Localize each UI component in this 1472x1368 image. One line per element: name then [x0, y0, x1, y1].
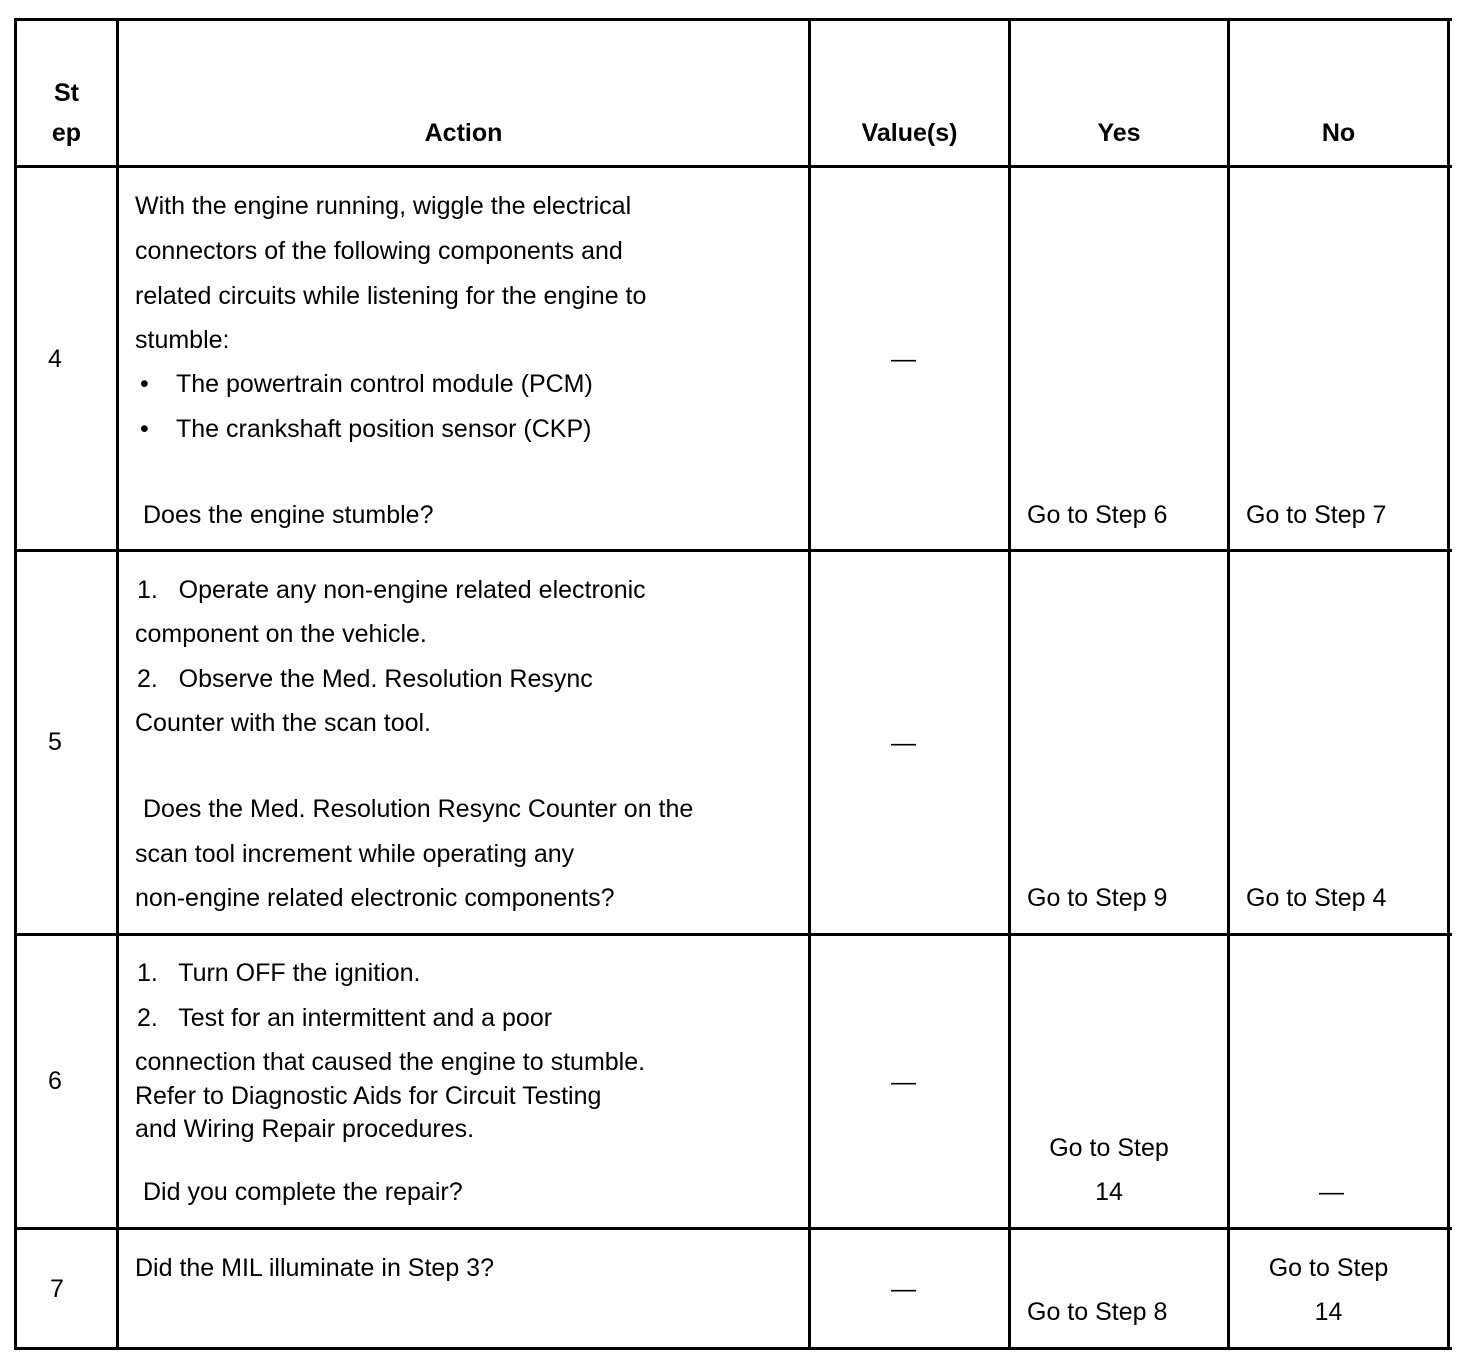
action-line: With the engine running, wiggle the electrical: [135, 192, 632, 220]
no-cell-line2: 14: [1314, 1298, 1343, 1326]
action-line: 1. Operate any non-engine related electronic: [137, 576, 646, 604]
step-number: 4: [48, 345, 62, 373]
action-line: Refer to Diagnostic Aids for Circuit Testing: [135, 1082, 602, 1110]
no-cell: Go to Step 4: [1246, 884, 1387, 912]
no-cell: Go to Step 7: [1246, 501, 1387, 529]
step-number: 5: [48, 728, 62, 756]
row-divider-5: [14, 933, 1452, 936]
step-number: 6: [48, 1067, 62, 1095]
step-number: 7: [50, 1275, 64, 1303]
header-divider: [14, 165, 1452, 168]
question-text: Does the engine stumble?: [143, 501, 434, 529]
table-border-right: [1447, 18, 1450, 1350]
row-divider-6: [14, 1227, 1452, 1230]
yes-cell: Go to Step 6: [1027, 501, 1168, 529]
value-cell: —: [891, 729, 916, 757]
action-line: connectors of the following components and: [135, 237, 623, 265]
header-step-line1: St: [54, 79, 79, 107]
question-text: Did the MIL illuminate in Step 3?: [135, 1254, 494, 1282]
table-border-top: [14, 18, 1452, 21]
action-line: and Wiring Repair procedures.: [135, 1115, 475, 1143]
table-border-left: [14, 18, 17, 1350]
header-values: Value(s): [861, 119, 958, 147]
bullet-icon: •: [140, 370, 149, 398]
yes-cell-line2: 14: [1095, 1178, 1123, 1206]
no-cell: —: [1319, 1178, 1344, 1206]
yes-cell: Go to Step 9: [1027, 884, 1168, 912]
header-no: No: [1321, 119, 1356, 147]
action-line: stumble:: [135, 326, 230, 354]
value-cell: —: [891, 1275, 916, 1303]
header-yes: Yes: [1097, 119, 1141, 147]
action-line: component on the vehicle.: [135, 620, 427, 648]
action-line: 1. Turn OFF the ignition.: [137, 959, 421, 987]
action-line: Counter with the scan tool.: [135, 709, 431, 737]
bullet-item: The powertrain control module (PCM): [176, 370, 593, 398]
question-text: Did you complete the repair?: [143, 1178, 463, 1206]
question-line: non-engine related electronic components?: [135, 884, 615, 912]
yes-cell: Go to Step 8: [1027, 1298, 1168, 1326]
value-cell: —: [891, 345, 916, 373]
value-cell: —: [891, 1068, 916, 1096]
action-line: 2. Test for an intermittent and a poor: [137, 1004, 553, 1032]
question-line: Does the Med. Resolution Resync Counter on the: [143, 795, 694, 823]
question-line: scan tool increment while operating any: [135, 840, 575, 868]
no-cell-line1: Go to Step: [1268, 1254, 1389, 1282]
action-line: connection that caused the engine to stumble.: [135, 1048, 646, 1076]
header-step-line2: ep: [51, 119, 82, 147]
yes-cell-line1: Go to Step: [1049, 1134, 1169, 1162]
action-line: 2. Observe the Med. Resolution Resync: [137, 665, 593, 693]
bullet-icon: •: [140, 415, 149, 443]
column-divider-action: [808, 18, 811, 1350]
action-line: related circuits while listening for the engine to: [135, 282, 647, 310]
header-action: Action: [424, 119, 503, 147]
column-divider-yes: [1227, 18, 1230, 1350]
bullet-item: The crankshaft position sensor (CKP): [176, 415, 592, 443]
table-border-bottom: [14, 1347, 1452, 1350]
column-divider-step: [116, 18, 119, 1350]
row-divider-4: [14, 549, 1452, 552]
